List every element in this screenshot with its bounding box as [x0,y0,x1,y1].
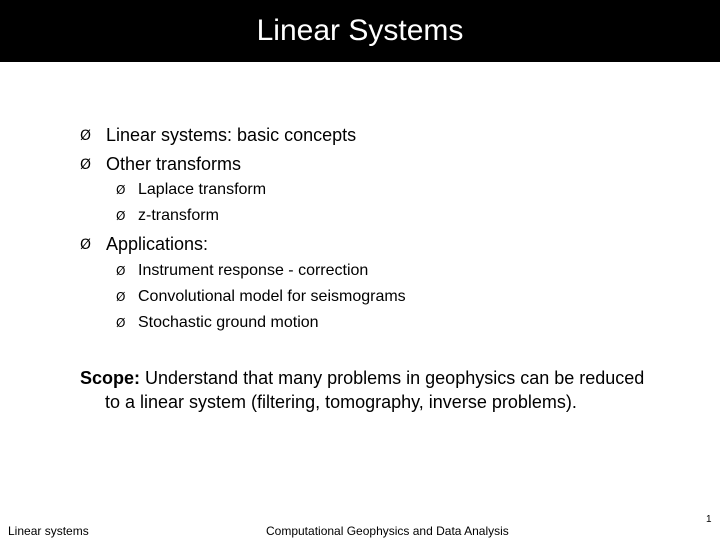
scope-label: Scope: [80,368,141,388]
arrow-bullet-icon: Ø [116,316,126,330]
title-bar [0,0,720,62]
scope-text-line1: Understand that many problems in geophysics can be reduced [140,368,645,388]
arrow-bullet-icon: Ø [116,209,126,223]
bullet-text: Convolutional model for seismograms [138,288,406,305]
arrow-bullet-icon: Ø [80,127,92,144]
bullet-item [80,125,356,146]
scope-text-line2: to a linear system (filtering, tomography, inverse problems). [105,392,577,412]
sub-bullet-item [116,288,406,306]
bullet-text: Stochastic ground motion [138,314,319,331]
slide-title: Linear Systems [256,14,464,47]
sub-bullet-item [116,314,319,332]
bullet-text: Instrument response - correction [138,262,369,279]
bullet-text: Applications: [106,234,209,254]
arrow-bullet-icon: Ø [116,183,126,197]
bullet-item [80,234,208,255]
footer-center: Computational Geophysics and Data Analysis [266,524,509,538]
sub-bullet-item [116,207,219,225]
footer-left: Linear systems [8,524,89,538]
bullet-text: Other transforms [106,154,242,174]
sub-bullet-item [116,262,368,280]
bullet-text: Linear systems: basic concepts [106,125,357,145]
page-number: 1 [706,514,712,525]
arrow-bullet-icon: Ø [116,264,126,278]
scope-paragraph [80,366,712,414]
arrow-bullet-icon: Ø [80,156,92,173]
arrow-bullet-icon: Ø [116,290,126,304]
bullet-text: z-transform [138,207,219,224]
arrow-bullet-icon: Ø [80,236,92,253]
sub-bullet-item [116,181,266,199]
bullet-text: Laplace transform [138,181,267,198]
bullet-item [80,154,241,175]
